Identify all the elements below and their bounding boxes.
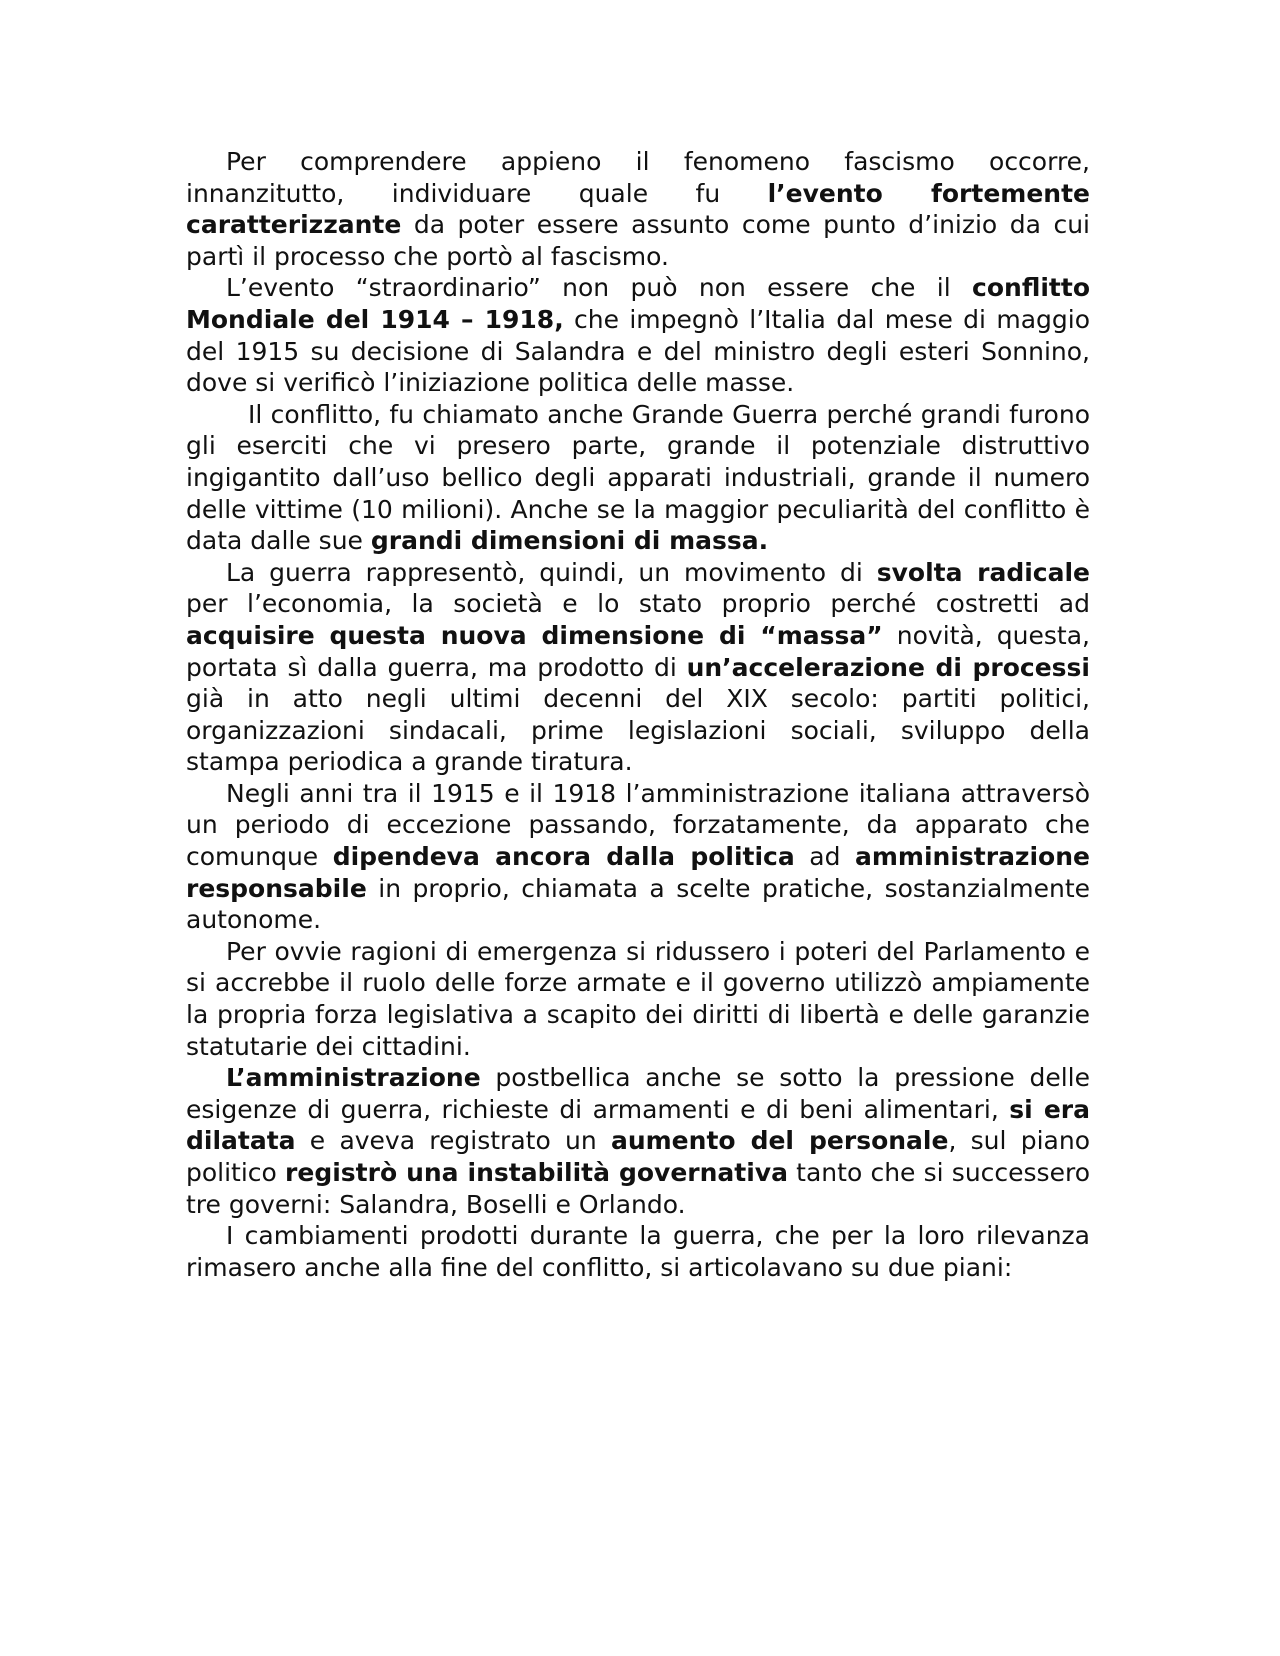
paragraph-2 (186, 272, 1090, 398)
bold-segment: l’evento fortemente caratterizzante (186, 178, 1090, 240)
bold-segment: registrò una instabilità governativa (285, 1158, 788, 1187)
bold-segment: conflitto Mondiale del 1914 – 1918, (186, 273, 1090, 334)
bold-segment: L’amministrazione (226, 1063, 481, 1093)
text-segment: Il conflitto, fu chiamato anche Grande Guerra perché grandi furono gli eserciti che vi presero parte, grande il potenziale distruttivo ingigantito dall’uso bellico degli apparati industriali, grande il numero delle vittime (10 milioni). Anche se la maggior peculiarità del conflitto è data dalle sue (186, 399, 1090, 556)
bold-segment: amministrazione responsabile (186, 842, 1090, 903)
text-segment: già in atto negli ultimi decenni del XIX secolo: partiti politici, organizzazioni sindacali, prime legislazioni sociali, sviluppo della stampa periodica a grande tiratura. (186, 684, 1090, 777)
paragraph-8 (186, 1220, 1090, 1283)
bold-segment: un’accelerazione di processi (686, 652, 1090, 682)
bold-segment: acquisire questa nuova dimensione di “massa” (186, 620, 883, 650)
text-segment: Per comprendere appieno il fenomeno fascismo occorre, innanzitutto, individuare quale fu (186, 147, 1090, 208)
paragraph-1 (186, 146, 1090, 272)
text-segment: ad (794, 842, 855, 872)
text-segment: tanto che si successero tre governi: Salandra, Boselli e Orlando. (186, 1158, 1090, 1219)
text-segment: in proprio, chiamata a scelte pratiche, sostanzialmente autonome. (186, 873, 1090, 935)
bold-segment: dipendeva ancora dalla politica (332, 842, 795, 872)
text-segment: Negli anni tra il 1915 e il 1918 l’amministrazione italiana attraversò un periodo di eccezione passando, forzatamente, da apparato che comunque (186, 778, 1090, 872)
bold-segment: grandi dimensioni di massa. (370, 526, 769, 556)
bold-segment: svolta radicale (876, 557, 1091, 587)
text-segment: , sul piano politico (186, 1126, 1091, 1187)
paragraph-6 (186, 936, 1090, 1062)
text-segment: e aveva registrato un (295, 1126, 611, 1156)
text-segment: da poter essere assunto come punto d’inizio da cui partì il processo che portò al fascismo. (186, 210, 1090, 271)
text-segment: per l’economia, la società e lo stato proprio perché costretti ad (186, 589, 1090, 619)
bold-segment: si era dilatata (186, 1094, 1090, 1156)
bold-segment: aumento del personale (610, 1126, 949, 1156)
text-segment: La guerra rappresentò, quindi, un movimento di (226, 557, 877, 587)
paragraph-4 (186, 557, 1090, 778)
paragraph-3 (186, 399, 1090, 557)
document-body (186, 146, 1090, 1283)
text-segment: L’evento “straordinario” non può non essere che il (226, 273, 973, 303)
paragraph-5 (186, 778, 1090, 936)
text-segment: I cambiamenti prodotti durante la guerra, che per la loro rilevanza rimasero anche alla fine del conflitto, si articolavano su due piani: (186, 1221, 1090, 1282)
text-segment: Per ovvie ragioni di emergenza si ridussero i poteri del Parlamento e si accrebbe il ruolo delle forze armate e il governo utilizzò ampiamente la propria forza legislativa a scapito dei diritti di libertà e delle garanzie statutarie dei cittadini. (186, 936, 1090, 1061)
text-segment: postbellica anche se sotto la pressione delle esigenze di guerra, richieste di armamenti e di beni alimentari, (186, 1063, 1090, 1124)
paragraph-7 (186, 1062, 1090, 1220)
text-segment: che impegnò l’Italia dal mese di maggio del 1915 su decisione di Salandra e del ministro degli esteri Sonnino, dove si verificò l’iniziazione politica delle masse. (186, 304, 1090, 398)
text-segment: novità, questa, portata sì dalla guerra, ma prodotto di (186, 620, 1090, 682)
